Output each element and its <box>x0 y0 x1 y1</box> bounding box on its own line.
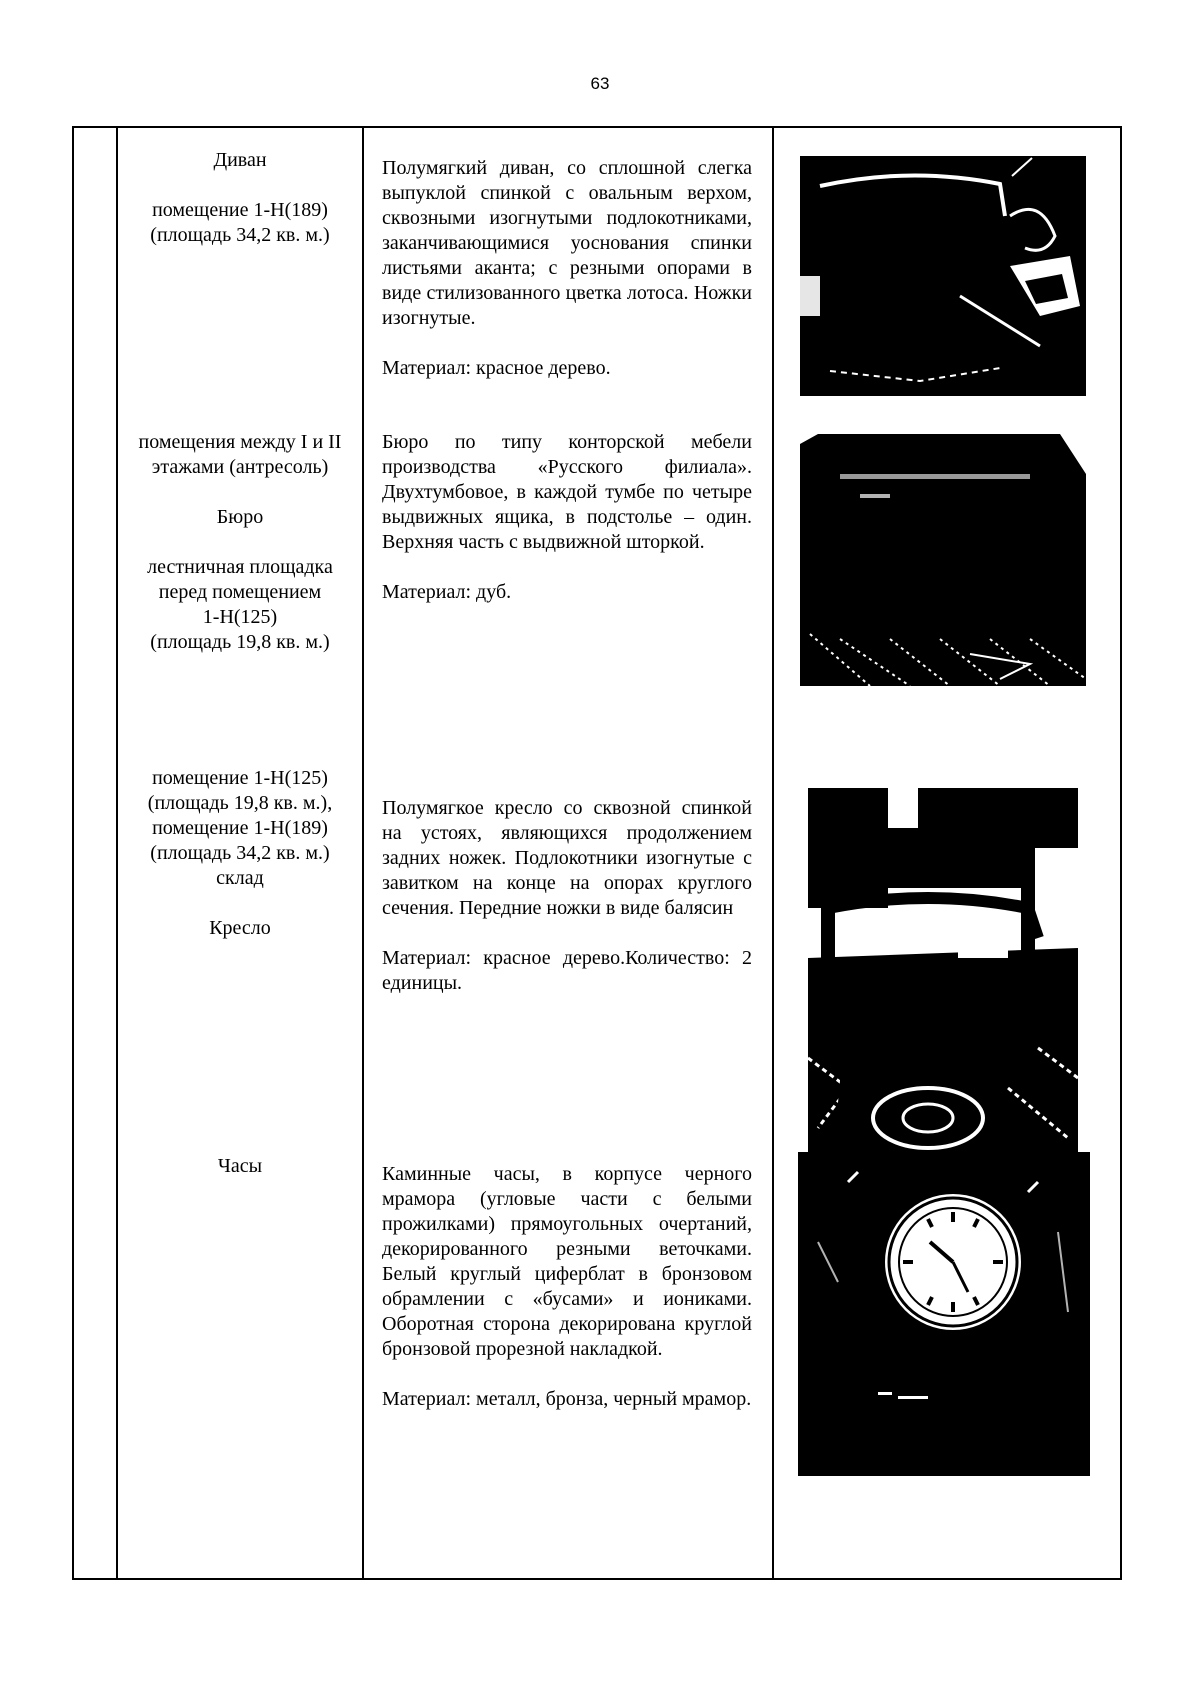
row-location-clock <box>118 1154 362 1179</box>
location-text: помещения между I и II этажами (антресоль) <box>138 431 342 478</box>
sofa-photo <box>800 156 1086 396</box>
page-number: 63 <box>590 74 610 93</box>
row-location-bureau <box>118 430 362 655</box>
item-name: Диван <box>213 149 267 171</box>
armchair-photo <box>808 788 1078 1158</box>
description-text: Полумягкий диван, со сплошной слегка выпуклой спинкой с овальным верхом, сквозными изогнутыми подлокотниками, заканчивающимися уоснования спинки листьями аканта; с резными опорами в виде стилизованного цветка лотоса. Ножки изогнутые. <box>382 157 752 329</box>
material-text: Материал: металл, бронза, черный мрамор. <box>382 1388 752 1410</box>
column-divider <box>772 128 774 1578</box>
item-name: Кресло <box>209 917 271 939</box>
location-text: лестничная площадка перед помещением 1-Н(125) (площадь 19,8 кв. м.) <box>147 556 333 653</box>
row-description-sofa <box>382 156 752 381</box>
row-description-clock <box>382 1162 752 1412</box>
location-text: помещение 1-Н(125) (площадь 19,8 кв. м.), помещение 1-Н(189) (площадь 34,2 кв. м.) склад <box>147 767 333 889</box>
row-description-bureau <box>382 430 752 605</box>
row-location-sofa <box>118 148 362 248</box>
location-text: помещение 1-Н(189) (площадь 34,2 кв. м.) <box>150 199 330 246</box>
row-location-armchair <box>118 766 362 941</box>
bureau-photo <box>800 434 1086 686</box>
description-text: Полумягкое кресло со сквозной спинкой на устоях, являющихся продолжением задних ножек. Подлокотники изогнутые с завитком на конце на опорах круглого сечения. Передние ножки в виде балясин <box>382 797 752 919</box>
inventory-table <box>72 126 1122 1580</box>
column-divider <box>362 128 364 1578</box>
item-name: Бюро <box>216 506 264 528</box>
material-text: Материал: красное дерево.Количество: 2 единицы. <box>382 947 752 994</box>
description-text: Бюро по типу конторской мебели производства «Русского филиала». Двухтумбовое, в каждой тумбе по четыре выдвижных ящика, в подстолье – один. Верхняя часть с выдвижной шторкой. <box>382 431 752 553</box>
item-name: Часы <box>217 1155 263 1177</box>
material-text: Материал: дуб. <box>382 581 512 603</box>
material-text: Материал: красное дерево. <box>382 357 611 379</box>
row-description-armchair <box>382 796 752 996</box>
clock-photo <box>798 1152 1090 1476</box>
description-text: Каминные часы, в корпусе черного мрамора (угловые части с белыми прожилками) прямоугольных очертаний, декорированного резными веточками. Белый круглый циферблат в бронзовом обрамлении с «бусами» и иониками. Оборотная сторона декорирована круглой бронзовой прорезной накладкой. <box>382 1163 752 1360</box>
